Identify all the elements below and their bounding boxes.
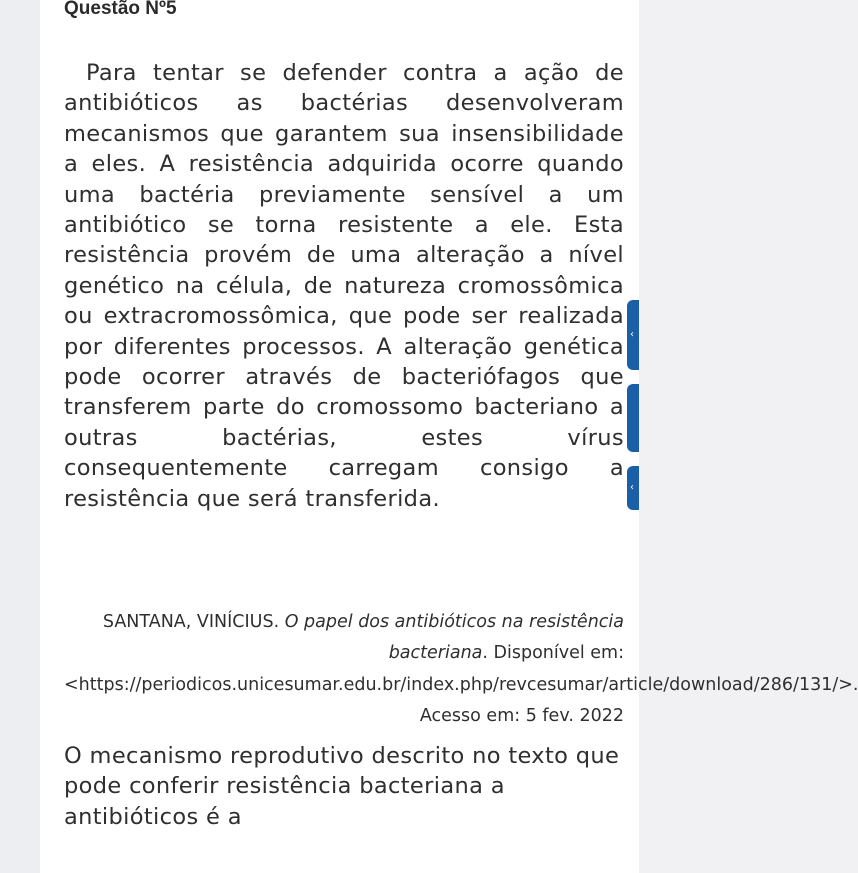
citation-availability: . Disponível em: (482, 643, 624, 664)
chevron-left-icon: ‹ (630, 329, 634, 340)
citation (64, 607, 858, 732)
chevron-left-icon: ‹ (630, 482, 634, 493)
side-tab-middle[interactable] (627, 384, 639, 452)
citation-author: SANTANA, VINÍCIUS. (102, 612, 280, 632)
question-title: Questão Nº5 (64, 0, 177, 19)
citation-access: . Acesso em: 5 fev. 2022 (419, 674, 858, 726)
side-tab-bottom[interactable] (627, 466, 639, 510)
left-margin (0, 0, 40, 873)
citation-work-title: O papel dos antibióticos na resistência bacteriana (284, 612, 624, 664)
side-tab-top[interactable] (627, 300, 639, 370)
passage-text: Para tentar se defender contra a ação de antibióticos as bactérias desenvolveram mecanismos que garantem sua insensibilidade a eles. A resistência adquirida ocorre quando uma bactéria previamente sensível a um antibiótico se torna resistente a ele. Esta resistência provém de uma alteração a nível genético na célula, de natureza cromossômica ou extracromossômica, que pode ser realizada por diferentes processos. A alteração genética pode ocorrer através de bacteriófagos que transferem parte do cromossomo bacteriano a outras bactérias, estes vírus consequentemente carregam consigo a resistência que será transferida. (64, 60, 624, 512)
question-prompt: O mecanismo reprodutivo descrito no texto que pode conferir resistência bacteriana a antibióticos é a (64, 743, 620, 830)
citation-url[interactable]: <https://periodicos.unicesumar.edu.br/index.php/revcesumar/article/download/286/131/> (64, 674, 853, 695)
